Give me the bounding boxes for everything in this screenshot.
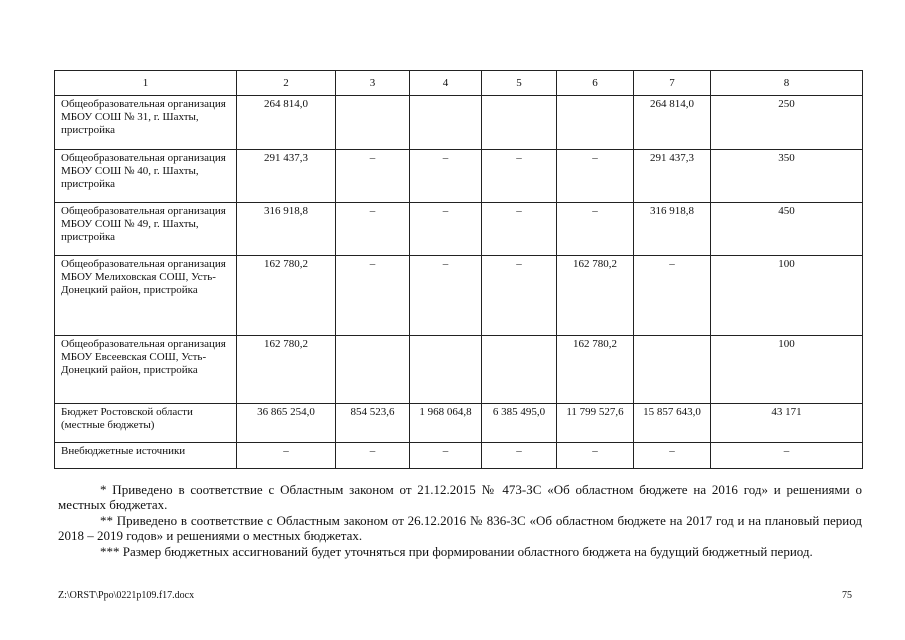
- value-cell: 250: [711, 96, 863, 150]
- value-cell: 162 780,2: [237, 256, 336, 336]
- value-cell: –: [482, 150, 557, 203]
- budget-table: [54, 70, 863, 469]
- header-cell: 3: [336, 71, 410, 96]
- value-cell: 450: [711, 203, 863, 256]
- row-label-cell: Общеобразовательная организация МБОУ СОШ № 31, г. Шахты, пристройка: [55, 96, 237, 150]
- value-cell: 264 814,0: [634, 96, 711, 150]
- value-cell: –: [482, 203, 557, 256]
- table-row: [55, 150, 863, 203]
- value-cell: 316 918,8: [237, 203, 336, 256]
- row-label-cell: Общеобразовательная организация МБОУ Евсеевская СОШ, Усть-Донецкий район, пристройка: [55, 336, 237, 404]
- value-cell: –: [634, 443, 711, 469]
- value-cell: –: [336, 150, 410, 203]
- value-cell: –: [336, 443, 410, 469]
- table-header-row: [55, 71, 863, 96]
- table-row: [55, 443, 863, 469]
- value-cell: 43 171: [711, 404, 863, 443]
- value-cell: –: [711, 443, 863, 469]
- value-cell: –: [410, 150, 482, 203]
- value-cell: –: [410, 256, 482, 336]
- value-cell: [482, 96, 557, 150]
- value-cell: [410, 96, 482, 150]
- footer-file-path: Z:\ORST\Ppo\0221p109.f17.docx: [58, 590, 195, 601]
- value-cell: –: [237, 443, 336, 469]
- value-cell: 264 814,0: [237, 96, 336, 150]
- table-row: [55, 336, 863, 404]
- row-label-cell: Бюджет Ростовской области (местные бюджеты): [55, 404, 237, 443]
- value-cell: 854 523,6: [336, 404, 410, 443]
- table-row: [55, 96, 863, 150]
- value-cell: 15 857 643,0: [634, 404, 711, 443]
- value-cell: –: [410, 203, 482, 256]
- value-cell: 6 385 495,0: [482, 404, 557, 443]
- row-label-cell: Общеобразовательная организация МБОУ Мелиховская СОШ, Усть-Донецкий район, пристройка: [55, 256, 237, 336]
- value-cell: –: [634, 256, 711, 336]
- footnote-2: ** Приведено в соответствие с Областным законом от 26.12.2016 № 836-ЗС «Об областном бюджете на 2017 год и на плановый период 2018 – 2019 годов» и решениями о местных бюджетах.: [58, 513, 862, 543]
- value-cell: –: [557, 150, 634, 203]
- value-cell: –: [482, 256, 557, 336]
- row-label-cell: Общеобразовательная организация МБОУ СОШ № 49, г. Шахты, пристройка: [55, 203, 237, 256]
- header-cell: 7: [634, 71, 711, 96]
- page-number: 75: [842, 590, 852, 601]
- value-cell: 350: [711, 150, 863, 203]
- value-cell: [634, 336, 711, 404]
- value-cell: –: [557, 203, 634, 256]
- value-cell: 11 799 527,6: [557, 404, 634, 443]
- value-cell: 1 968 064,8: [410, 404, 482, 443]
- value-cell: –: [336, 203, 410, 256]
- value-cell: [557, 96, 634, 150]
- value-cell: 100: [711, 336, 863, 404]
- footnote-3: *** Размер бюджетных ассигнований будет уточняться при формировании областного бюджета на будущий бюджетный период.: [100, 544, 813, 559]
- header-cell: 5: [482, 71, 557, 96]
- value-cell: [482, 336, 557, 404]
- value-cell: 316 918,8: [634, 203, 711, 256]
- value-cell: –: [557, 443, 634, 469]
- header-cell: 4: [410, 71, 482, 96]
- header-cell: 2: [237, 71, 336, 96]
- header-cell: 6: [557, 71, 634, 96]
- value-cell: 100: [711, 256, 863, 336]
- table-row: [55, 256, 863, 336]
- value-cell: 36 865 254,0: [237, 404, 336, 443]
- value-cell: [336, 336, 410, 404]
- value-cell: [410, 336, 482, 404]
- value-cell: –: [336, 256, 410, 336]
- table-row: [55, 404, 863, 443]
- footnotes: [58, 482, 862, 560]
- value-cell: 291 437,3: [237, 150, 336, 203]
- row-label-cell: Внебюджетные источники: [55, 443, 237, 469]
- value-cell: [336, 96, 410, 150]
- value-cell: 162 780,2: [557, 336, 634, 404]
- value-cell: 162 780,2: [557, 256, 634, 336]
- value-cell: 162 780,2: [237, 336, 336, 404]
- value-cell: –: [410, 443, 482, 469]
- table-row: [55, 203, 863, 256]
- row-label-cell: Общеобразовательная организация МБОУ СОШ № 40, г. Шахты, пристройка: [55, 150, 237, 203]
- value-cell: 291 437,3: [634, 150, 711, 203]
- footnote-1: * Приведено в соответствие с Областным законом от 21.12.2015 № 473-ЗС «Об областном бюджете на 2016 год» и решениями о местных бюджетах.: [58, 482, 862, 512]
- header-cell: 8: [711, 71, 863, 96]
- header-cell: 1: [55, 71, 237, 96]
- value-cell: –: [482, 443, 557, 469]
